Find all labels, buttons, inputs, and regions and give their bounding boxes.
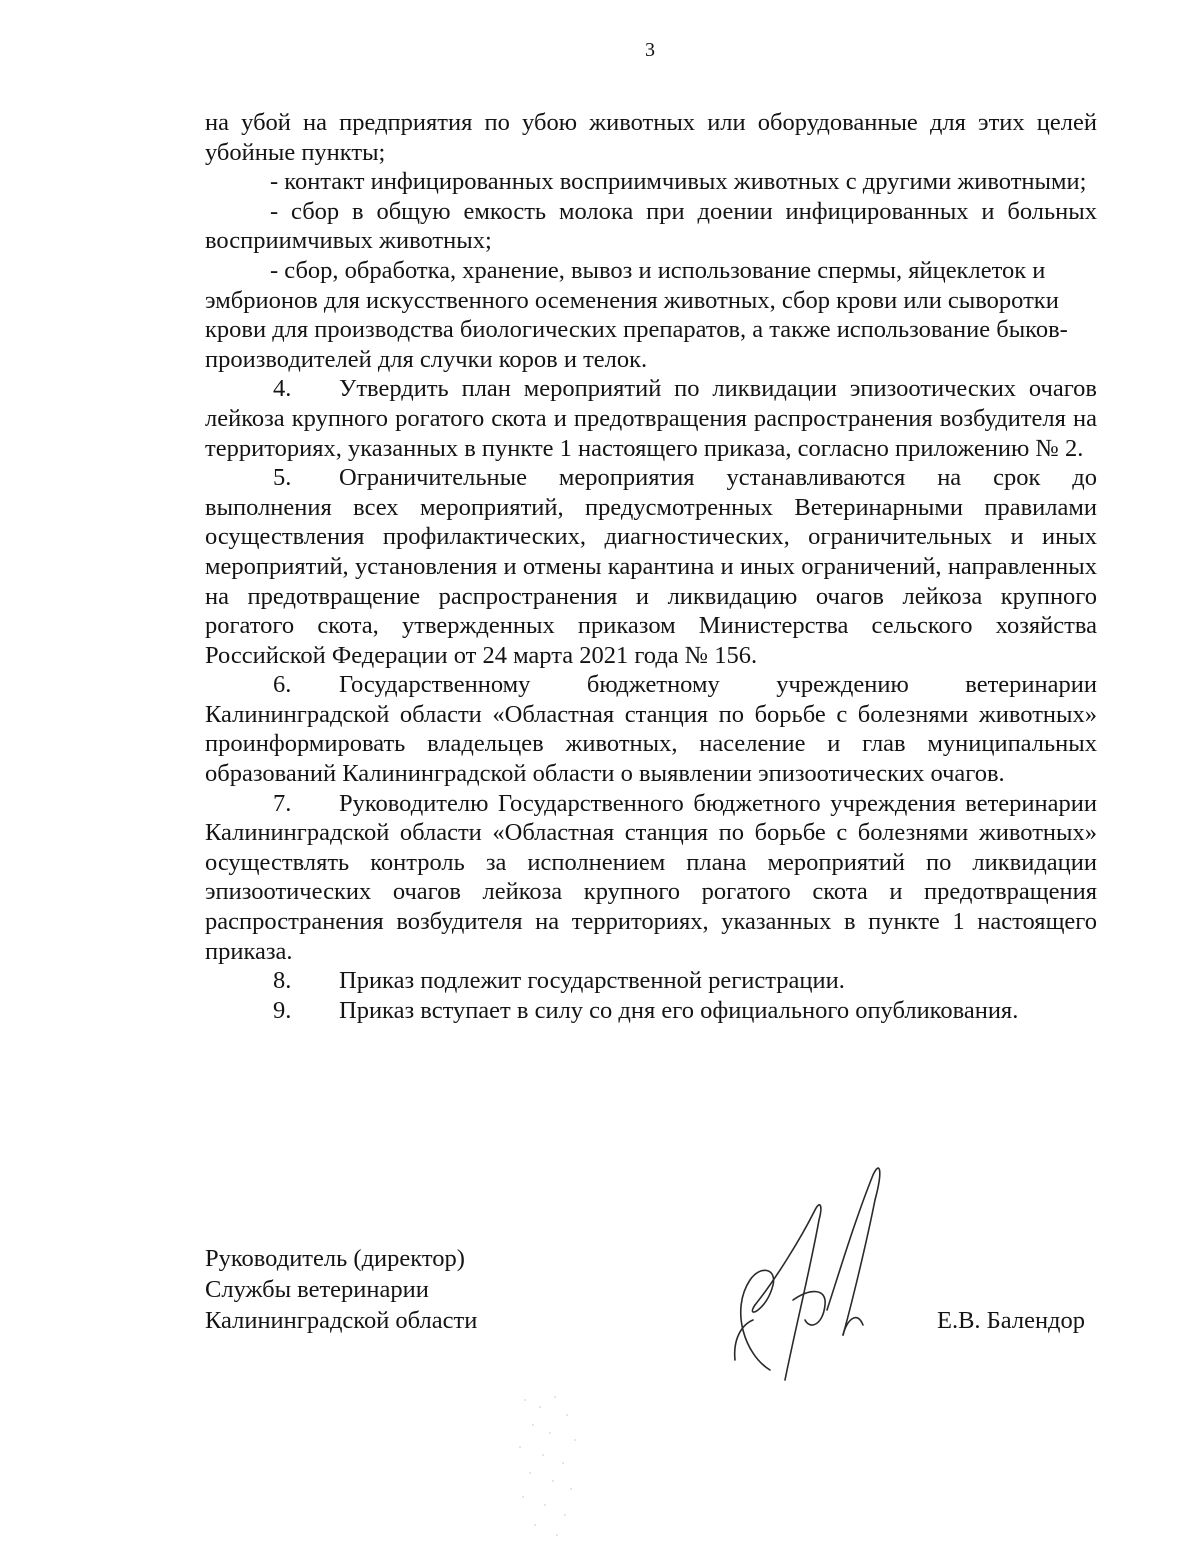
clause-7 — [205, 789, 1097, 967]
clause-8 — [205, 966, 1097, 996]
paragraph-text: на убой на предприятия по убою животных или оборудованные для этих целей убойные пункты; — [205, 109, 1097, 166]
list-item-milk — [205, 197, 1097, 256]
stamp-dot — [570, 1488, 572, 1490]
signature-stroke — [827, 1168, 880, 1335]
signature-stroke — [735, 1320, 753, 1360]
signature-stroke — [741, 1270, 774, 1370]
stamp-dot — [539, 1406, 541, 1408]
stamp-dot — [566, 1414, 568, 1416]
stamp-dot — [519, 1446, 521, 1448]
clause-number: 9. — [273, 996, 292, 1024]
clause-text: Утвердить план мероприятий по ликвидации эпизоотических очагов лейкоза крупного рогатого скота и предотвращения распространения возбудителя на территориях, указанных в пункте 1 настоящего приказа, согласно приложению № 2. — [205, 375, 1097, 462]
clause-5 — [205, 463, 1097, 670]
stamp-dot — [534, 1524, 536, 1526]
stamp-dot — [556, 1534, 558, 1536]
stamp-dot — [522, 1496, 524, 1498]
clause-number: 4. — [273, 375, 292, 403]
clause-text: Руководителю Государственного бюджетного учреждения ветеринарии Калининградской области «Областная станция по борьбе с болезнями животных» осуществлять контроль за исполнением плана мероприятий по ликвидации эпизоотических очагов лейкоза крупного рогатого скота и предотвращения распространения возбудителя на территориях, указанных в пункте 1 настоящего приказа. — [205, 789, 1097, 965]
clause-number: 6. — [273, 671, 292, 699]
signer-title — [205, 1243, 477, 1336]
paragraph-text: - контакт инфицированных восприимчивых животных с другими животными; — [270, 168, 1087, 196]
paragraph-text: - сбор в общую емкость молока при доении инфицированных и больных восприимчивых животных; — [205, 197, 1097, 255]
handwritten-signature — [715, 1160, 885, 1390]
stamp-dot — [532, 1424, 534, 1426]
clause-number: 5. — [273, 464, 292, 492]
clause-text: Приказ подлежит государственной регистрации. — [339, 967, 845, 995]
clause-6 — [205, 670, 1097, 788]
stamp-dot — [552, 1480, 554, 1482]
clause-number: 7. — [273, 789, 292, 817]
stamp-dot — [562, 1462, 564, 1464]
stamp-dot — [554, 1396, 556, 1398]
signer-title-line: Службы ветеринарии — [205, 1276, 429, 1303]
clause-number: 8. — [273, 967, 292, 995]
signature-stroke — [843, 1318, 863, 1335]
stamp-dot — [574, 1439, 576, 1441]
document-body — [205, 108, 1097, 1025]
page-number: 3 — [645, 39, 655, 61]
clause-text: Ограничительные мероприятия устанавливаются на срок до выполнения всех мероприятий, предусмотренных Ветеринарными правилами осуществления профилактических, диагностических, ограничительных и иных мероприятий, установления и отмены карантина и иных ограничений, направленных на предотвращение распространения и ликвидацию очагов лейкоза крупного рогатого скота, утвержденных приказом Министерства сельского хозяйства Российской Федерации от 24 марта 2021 года № 156. — [205, 464, 1097, 669]
signer-title-line: Руководитель (директор) — [205, 1245, 465, 1272]
clause-text: Приказ вступает в силу со дня его официального опубликования. — [339, 996, 1019, 1024]
list-item-sperm — [205, 256, 1097, 374]
paragraph-continuation — [205, 108, 1097, 167]
clause-4 — [205, 374, 1097, 463]
faint-stamp-texture — [505, 1385, 595, 1545]
stamp-dot — [544, 1504, 546, 1506]
stamp-dot — [542, 1454, 544, 1456]
paragraph-text: - сбор, обработка, хранение, вывоз и использование спермы, яйцеклеток и эмбрионов для искусственного осеменения животных, сбор крови или сыворотки крови для производства биологических препаратов, а также использование быков-производителей для случки коров и телок. — [205, 256, 1068, 373]
clause-text: Государственному бюджетному учреждению ветеринарии Калининградской области «Областная станция по борьбе с болезнями животных» проинформировать владельцев животных, население и глав муниципальных образований Калининградской области о выявлении эпизоотических очагов. — [205, 671, 1097, 788]
signer-name: Е.В. Балендор — [937, 1307, 1086, 1334]
stamp-dot — [549, 1432, 551, 1434]
stamp-dot — [529, 1472, 531, 1474]
stamp-dot — [564, 1514, 566, 1516]
stamp-dot — [524, 1399, 526, 1401]
clause-9 — [205, 996, 1097, 1026]
list-item-contact — [205, 167, 1097, 197]
signer-title-line: Калининградской области — [205, 1307, 478, 1334]
